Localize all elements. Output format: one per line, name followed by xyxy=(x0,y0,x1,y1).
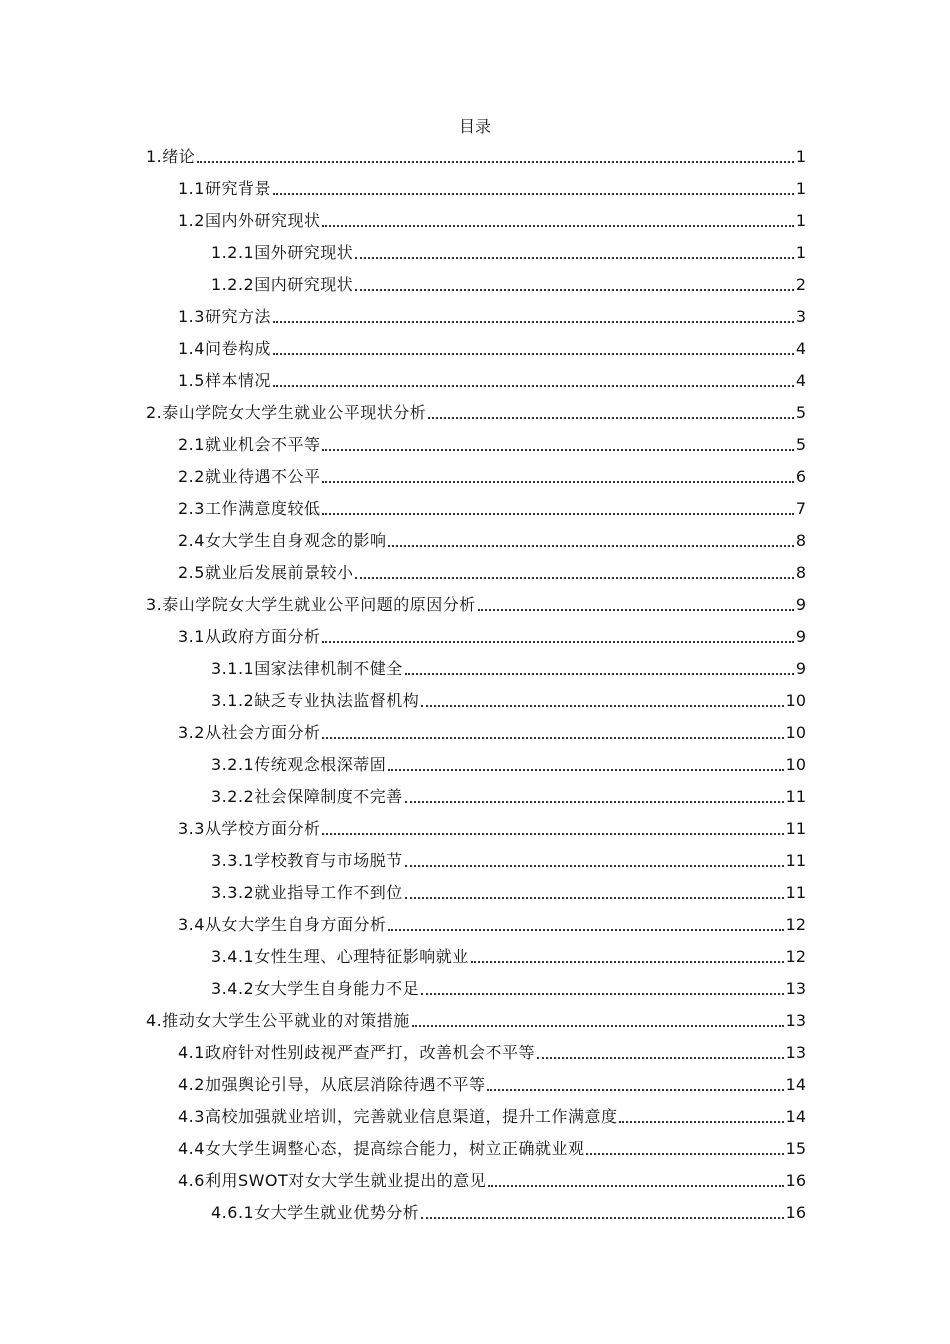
toc-dot-leader xyxy=(405,669,794,675)
toc-entry-label: 3.1从政府方面分析 xyxy=(178,627,321,646)
toc-entry[interactable] xyxy=(178,525,806,557)
toc-dot-leader xyxy=(421,701,783,707)
toc-entry-page: 6 xyxy=(795,467,806,486)
toc-entry-label: 3.2.1传统观念根深蒂固 xyxy=(211,755,387,774)
toc-entry-page: 7 xyxy=(795,499,806,518)
toc-dot-leader xyxy=(322,829,783,835)
toc-entry-label: 3.泰山学院女大学生就业公平问题的原因分析 xyxy=(146,595,476,614)
toc-entry-page: 11 xyxy=(785,883,806,902)
toc-entry-page: 1 xyxy=(795,243,806,262)
toc-entry[interactable] xyxy=(178,717,806,749)
toc-entry[interactable] xyxy=(146,589,806,621)
toc-entry-page: 13 xyxy=(785,1043,806,1062)
toc-entry-page: 13 xyxy=(785,1011,806,1030)
toc-dot-leader xyxy=(273,317,794,323)
toc-entry-page: 10 xyxy=(785,691,806,710)
toc-dot-leader xyxy=(322,477,793,483)
toc-dot-leader xyxy=(322,637,793,643)
toc-dot-leader xyxy=(355,253,794,259)
toc-dot-leader xyxy=(405,861,784,867)
toc-entry-label: 1.2.1国外研究现状 xyxy=(211,243,354,262)
toc-dot-leader xyxy=(322,509,793,515)
toc-entry-label: 4.4女大学生调整心态，提高综合能力，树立正确就业观 xyxy=(178,1139,585,1158)
toc-entry-page: 11 xyxy=(785,851,806,870)
toc-dot-leader xyxy=(273,381,794,387)
toc-entry[interactable] xyxy=(178,621,806,653)
toc-entry[interactable] xyxy=(178,557,806,589)
toc-entry[interactable] xyxy=(211,237,806,269)
toc-entry-label: 4.推动女大学生公平就业的对策措施 xyxy=(146,1011,410,1030)
toc-entry-label: 3.1.1国家法律机制不健全 xyxy=(211,659,403,678)
toc-entry-page: 16 xyxy=(785,1171,806,1190)
toc-entry-page: 9 xyxy=(795,627,806,646)
toc-entry[interactable] xyxy=(211,653,806,685)
toc-entry-page: 3 xyxy=(795,307,806,326)
toc-dot-leader xyxy=(537,1053,784,1059)
toc-entry[interactable] xyxy=(146,1005,806,1037)
toc-dot-leader xyxy=(478,605,794,611)
toc-list xyxy=(0,141,950,1229)
toc-entry[interactable] xyxy=(178,1069,806,1101)
toc-entry-label: 1.2国内外研究现状 xyxy=(178,211,321,230)
toc-entry-label: 3.3.1学校教育与市场脱节 xyxy=(211,851,403,870)
toc-entry-page: 13 xyxy=(785,979,806,998)
toc-entry-page: 12 xyxy=(785,947,806,966)
toc-dot-leader xyxy=(388,925,783,931)
toc-entry-page: 2 xyxy=(795,275,806,294)
toc-entry[interactable] xyxy=(146,141,806,173)
toc-entry-page: 14 xyxy=(785,1075,806,1094)
toc-dot-leader xyxy=(619,1117,783,1123)
toc-entry[interactable] xyxy=(211,749,806,781)
toc-entry-page: 4 xyxy=(795,339,806,358)
toc-entry[interactable] xyxy=(178,1037,806,1069)
toc-entry[interactable] xyxy=(178,909,806,941)
toc-entry[interactable] xyxy=(211,877,806,909)
toc-entry[interactable] xyxy=(178,813,806,845)
toc-entry-page: 1 xyxy=(795,211,806,230)
toc-entry-page: 10 xyxy=(785,755,806,774)
toc-dot-leader xyxy=(197,157,794,163)
toc-entry-label: 3.4.1女性生理、心理特征影响就业 xyxy=(211,947,469,966)
toc-entry-label: 1.3研究方法 xyxy=(178,307,271,326)
toc-entry-label: 4.6.1女大学生就业优势分析 xyxy=(211,1203,420,1222)
toc-entry-page: 1 xyxy=(795,147,806,166)
toc-dot-leader xyxy=(355,573,793,579)
toc-dot-leader xyxy=(322,221,793,227)
toc-entry[interactable] xyxy=(211,973,806,1005)
toc-dot-leader xyxy=(405,797,784,803)
toc-entry-label: 1.4问卷构成 xyxy=(178,339,271,358)
toc-entry[interactable] xyxy=(211,1197,806,1229)
toc-title: 目录 xyxy=(458,117,491,136)
toc-entry[interactable] xyxy=(178,461,806,493)
toc-entry[interactable] xyxy=(178,173,806,205)
toc-entry[interactable] xyxy=(211,269,806,301)
toc-dot-leader xyxy=(405,893,784,899)
toc-entry-label: 1.1研究背景 xyxy=(178,179,271,198)
toc-entry-label: 4.1政府针对性别歧视严查严打，改善机会不平等 xyxy=(178,1043,535,1062)
toc-entry-label: 1.绪论 xyxy=(146,147,196,166)
toc-entry[interactable] xyxy=(178,429,806,461)
toc-entry-page: 10 xyxy=(785,723,806,742)
toc-entry[interactable] xyxy=(178,493,806,525)
toc-entry-label: 3.1.2缺乏专业执法监督机构 xyxy=(211,691,420,710)
toc-entry-page: 8 xyxy=(795,531,806,550)
toc-entry-label: 4.6利用SWOT对女大学生就业提出的意见 xyxy=(178,1171,487,1190)
toc-dot-leader xyxy=(322,733,783,739)
toc-entry-page: 14 xyxy=(785,1107,806,1126)
toc-entry-label: 3.3从学校方面分析 xyxy=(178,819,321,838)
toc-dot-leader xyxy=(412,1021,784,1027)
toc-entry[interactable] xyxy=(211,685,806,717)
toc-entry-label: 2.5就业后发展前景较小 xyxy=(178,563,354,582)
toc-entry-label: 2.4女大学生自身观念的影响 xyxy=(178,531,387,550)
toc-entry-page: 9 xyxy=(795,595,806,614)
toc-dot-leader xyxy=(388,541,793,547)
toc-dot-leader xyxy=(355,285,794,291)
toc-entry[interactable] xyxy=(211,845,806,877)
toc-entry-label: 1.2.2国内研究现状 xyxy=(211,275,354,294)
toc-entry-page: 11 xyxy=(785,787,806,806)
toc-entry-label: 2.1就业机会不平等 xyxy=(178,435,321,454)
toc-entry[interactable] xyxy=(178,205,806,237)
toc-entry-label: 3.3.2就业指导工作不到位 xyxy=(211,883,403,902)
toc-dot-leader xyxy=(273,189,794,195)
toc-entry-label: 2.2就业待遇不公平 xyxy=(178,467,321,486)
toc-entry[interactable] xyxy=(178,333,806,365)
toc-entry-label: 4.2加强舆论引导，从底层消除待遇不平等 xyxy=(178,1075,486,1094)
toc-dot-leader xyxy=(273,349,794,355)
toc-entry[interactable] xyxy=(178,1101,806,1133)
toc-entry-page: 9 xyxy=(795,659,806,678)
toc-entry-label: 4.3高校加强就业培训，完善就业信息渠道，提升工作满意度 xyxy=(178,1107,618,1126)
toc-entry-page: 15 xyxy=(785,1139,806,1158)
toc-entry-label: 3.2从社会方面分析 xyxy=(178,723,321,742)
toc-entry-page: 12 xyxy=(785,915,806,934)
toc-entry-label: 1.5样本情况 xyxy=(178,371,271,390)
toc-dot-leader xyxy=(487,1085,783,1091)
toc-entry[interactable] xyxy=(146,397,806,429)
toc-dot-leader xyxy=(421,1213,783,1219)
toc-entry[interactable] xyxy=(178,301,806,333)
toc-entry[interactable] xyxy=(178,1133,806,1165)
toc-entry-page: 4 xyxy=(795,371,806,390)
toc-dot-leader xyxy=(421,989,783,995)
toc-entry-page: 5 xyxy=(795,435,806,454)
toc-entry-label: 3.4从女大学生自身方面分析 xyxy=(178,915,387,934)
toc-entry-page: 11 xyxy=(785,819,806,838)
toc-entry-label: 3.2.2社会保障制度不完善 xyxy=(211,787,403,806)
toc-entry-page: 16 xyxy=(785,1203,806,1222)
toc-entry-label: 3.4.2女大学生自身能力不足 xyxy=(211,979,420,998)
toc-dot-leader xyxy=(322,445,793,451)
toc-entry[interactable] xyxy=(178,365,806,397)
toc-entry-label: 2.3工作满意度较低 xyxy=(178,499,321,518)
toc-entry[interactable] xyxy=(211,941,806,973)
toc-dot-leader xyxy=(388,765,783,771)
toc-entry-page: 8 xyxy=(795,563,806,582)
toc-entry[interactable] xyxy=(178,1165,806,1197)
toc-entry-page: 1 xyxy=(795,179,806,198)
toc-entry-label: 2.泰山学院女大学生就业公平现状分析 xyxy=(146,403,427,422)
toc-dot-leader xyxy=(586,1149,783,1155)
toc-entry[interactable] xyxy=(211,781,806,813)
toc-dot-leader xyxy=(428,413,794,419)
toc-entry-page: 5 xyxy=(795,403,806,422)
toc-dot-leader xyxy=(488,1181,783,1187)
toc-dot-leader xyxy=(471,957,784,963)
